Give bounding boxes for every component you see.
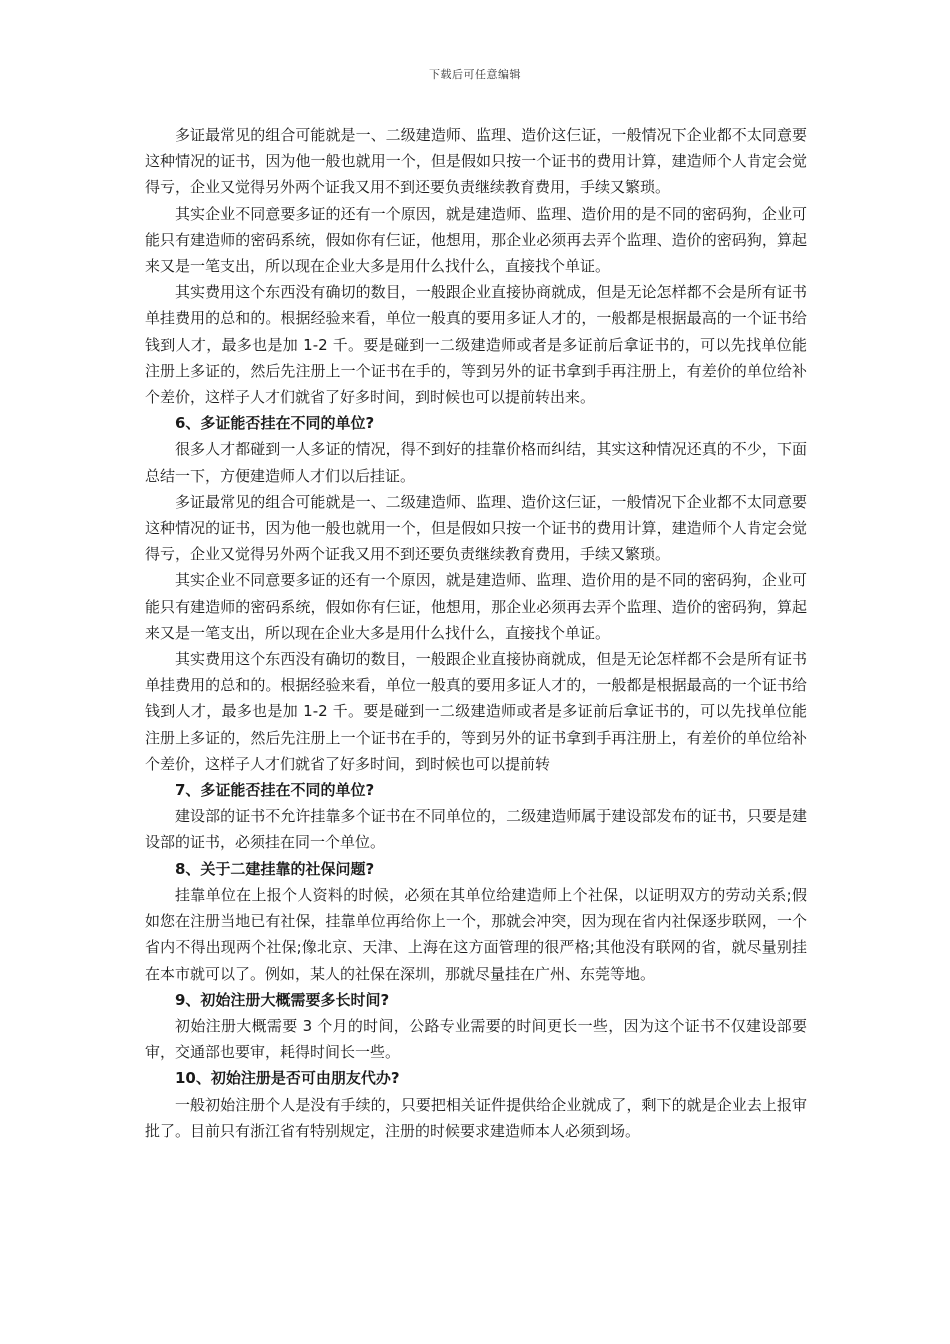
paragraph: 挂靠单位在上报个人资料的时候，必须在其单位给建造师上个社保，以证明双方的劳动关系;假如您在注册当地已有社保，挂靠单位再给你上一个，那就会冲突，因为现在省内社保逐步联网，一个省内不得出现两个社保;像北京、天津、上海在这方面管理的很严格;其他没有联网的省，就尽量别挂在本市就可以了。例如，某人的社保在深圳，那就尽量挂在广州、东莞等地。	[145, 885, 807, 983]
document-body	[145, 122, 807, 1144]
paragraph: 其实费用这个东西没有确切的数目，一般跟企业直接协商就成，但是无论怎样都不会是所有证书单挂费用的总和的。根据经验来看，单位一般真的要用多证人才的，一般都是根据最高的一个证书给钱到人才，最多也是加 1-2 千。要是碰到一二级建造师或者是多证前后拿证书的，可以先找单位能注册上多证的，然后先注册上一个证书在手的，等到另外的证书拿到手再注册上，有差价的单位给补个差价，这样子人才们就省了好多时间，到时候也可以提前转出来。	[145, 283, 807, 407]
section-heading: 9、初始注册大概需要多长时间?	[175, 990, 390, 1009]
paragraph: 其实费用这个东西没有确切的数目，一般跟企业直接协商就成，但是无论怎样都不会是所有证书单挂费用的总和的。根据经验来看，单位一般真的要用多证人才的，一般都是根据最高的一个证书给钱到人才，最多也是加 1-2 千。要是碰到一二级建造师或者是多证前后拿证书的，可以先找单位能注册上多证的，然后先注册上一个证书在手的，等到另外的证书拿到手再注册上，有差价的单位给补个差价，这样子人才们就省了好多时间，到时候也可以提前转	[145, 650, 807, 773]
paragraph: 一般初始注册个人是没有手续的，只要把相关证件提供给企业就成了，剩下的就是企业去上报审批了。目前只有浙江省有特别规定，注册的时候要求建造师本人必须到场。	[145, 1095, 807, 1140]
section-heading: 7、多证能否挂在不同的单位?	[175, 781, 375, 800]
paragraph: 其实企业不同意要多证的还有一个原因，就是建造师、监理、造价用的是不同的密码狗，企业可能只有建造师的密码系统，假如你有仨证，他想用，那企业必须再去弄个监理、造价的密码狗，算起来又是一笔支出，所以现在企业大多是用什么找什么，直接找个单证。	[145, 204, 807, 276]
paragraph: 多证最常见的组合可能就是一、二级建造师、监理、造价这仨证，一般情况下企业都不太同意要这种情况的证书，因为他一般也就用一个，但是假如只按一个证书的费用计算，建造师个人肯定会觉得亏，企业又觉得另外两个证我又用不到还要负责继续教育费用，手续又繁琐。	[145, 126, 807, 197]
section-heading: 8、关于二建挂靠的社保问题?	[175, 859, 375, 878]
paragraph: 其实企业不同意要多证的还有一个原因，就是建造师、监理、造价用的是不同的密码狗，企业可能只有建造师的密码系统，假如你有仨证，他想用，那企业必须再去弄个监理、造价的密码狗，算起来又是一笔支出，所以现在企业大多是用什么找什么，直接找个单证。	[145, 571, 807, 642]
paragraph: 很多人才都碰到一人多证的情况，得不到好的挂靠价格而纠结，其实这种情况还真的不少，下面总结一下，方便建造师人才们以后挂证。	[145, 440, 807, 485]
section-heading: 6、多证能否挂在不同的单位?	[175, 414, 375, 433]
section-heading: 10、初始注册是否可由朋友代办?	[175, 1069, 400, 1088]
page-header: 下载后可任意编辑	[429, 68, 521, 81]
paragraph: 建设部的证书不允许挂靠多个证书在不同单位的，二级建造师属于建设部发布的证书，只要是建设部的证书，必须挂在同一个单位。	[145, 807, 807, 852]
paragraph: 初始注册大概需要 3 个月的时间，公路专业需要的时间更长一些，因为这个证书不仅建设部要审，交通部也要审，耗得时间长一些。	[145, 1016, 807, 1062]
paragraph: 多证最常见的组合可能就是一、二级建造师、监理、造价这仨证，一般情况下企业都不太同意要这种情况的证书，因为他一般也就用一个，但是假如只按一个证书的费用计算，建造师个人肯定会觉得亏，企业又觉得另外两个证我又用不到还要负责继续教育费用，手续又繁琐。	[145, 492, 807, 564]
